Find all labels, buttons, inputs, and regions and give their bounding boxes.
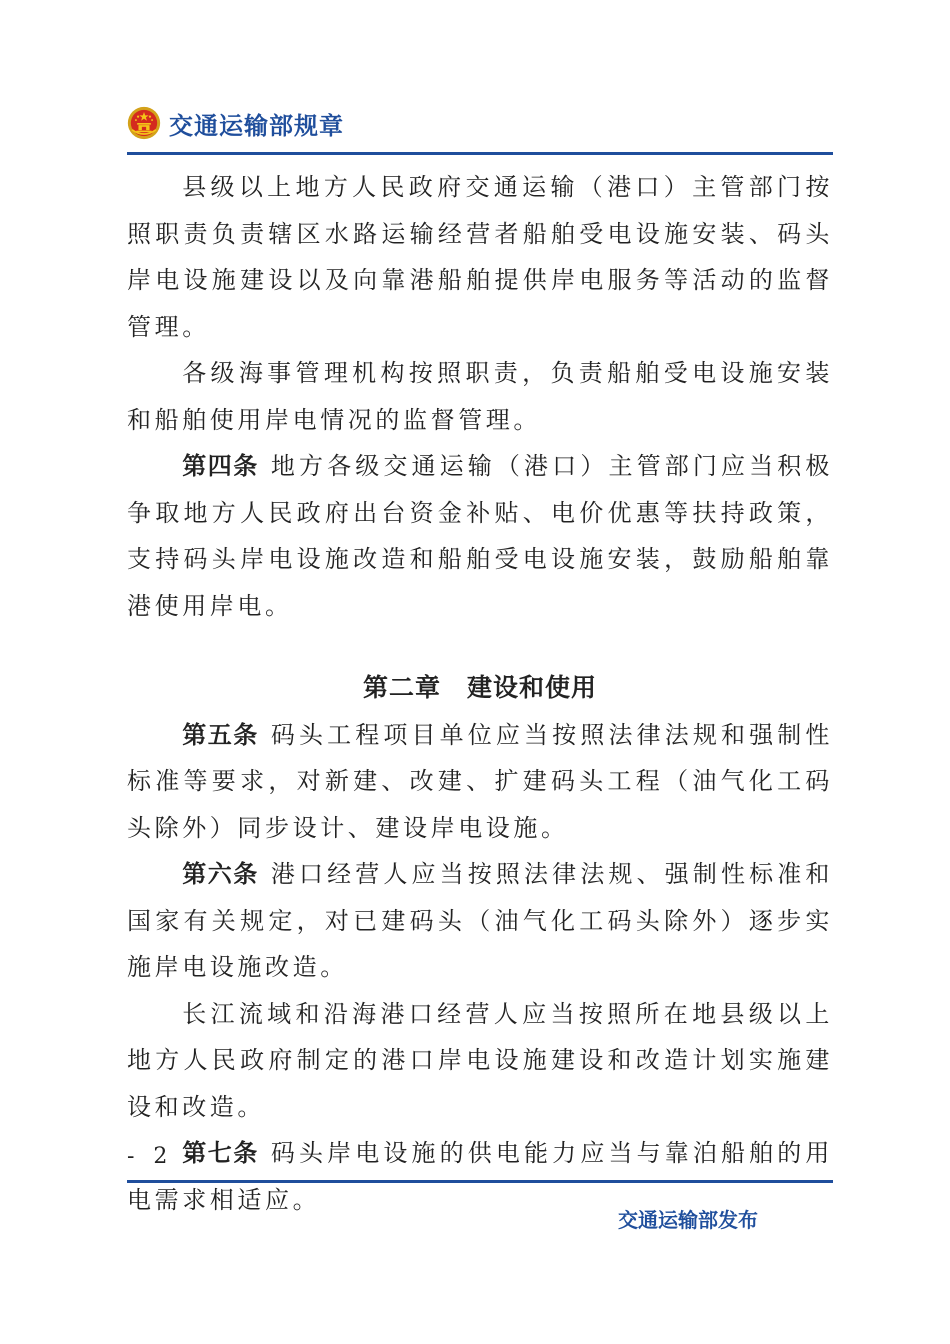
article-text: 地方各级交通运输（港口）主管部门应当积极争取地方人民政府出台资金补贴、电价优惠等扶持政策，支持码头岸电设施改造和船舶受电设施安装，鼓励船舶靠港使用岸电。 [127,452,834,620]
header-title: 交通运输部规章 [169,111,344,140]
footer-publisher: 交通运输部发布 [618,1208,758,1232]
footer-divider [127,1180,833,1183]
paragraph: 长江流域和沿海港口经营人应当按照所在地县级以上地方人民政府制定的港口岸电设施建设和改造计划实施建设和改造。 [127,999,833,1121]
article-label: 第七条 [182,1139,259,1167]
document-body [127,164,833,1223]
header-divider [127,152,833,155]
document-header [127,100,344,146]
page-number: - 2 - [127,1144,200,1169]
article-text: 港口经营人应当按照法律法规、强制性标准和国家有关规定，对已建码头（油气化工码头除外）逐步实施岸电设施改造。 [127,860,834,981]
article-text: 码头工程项目单位应当按照法律法规和强制性标准等要求，对新建、改建、扩建码头工程（油气化工码头除外）同步设计、建设岸电设施。 [127,720,834,842]
chapter-title: 建设和使用 [467,673,598,702]
chapter-number: 第二章 [362,673,441,702]
paragraph: 各级海事管理机构按照职责，负责船舶受电设施安装和船舶使用岸电情况的监督管理。 [127,359,833,434]
article-6 [127,851,833,991]
article-4 [127,443,833,629]
article-label: 第五条 [182,720,259,749]
paragraph: 县级以上地方人民政府交通运输（港口）主管部门按照职责负责辖区水路运输经营者船舶受电设施安装、码头岸电设施建设以及向靠港船舶提供岸电服务等活动的监督管理。 [127,173,833,341]
article-text: 码头岸电设施的供电能力应当与靠泊船舶的用电需求相适应。 [127,1139,834,1214]
chapter-heading [127,665,833,712]
article-label: 第四条 [182,452,259,480]
article-label: 第六条 [182,860,259,888]
national-emblem-icon [127,106,161,140]
article-5 [127,712,833,852]
